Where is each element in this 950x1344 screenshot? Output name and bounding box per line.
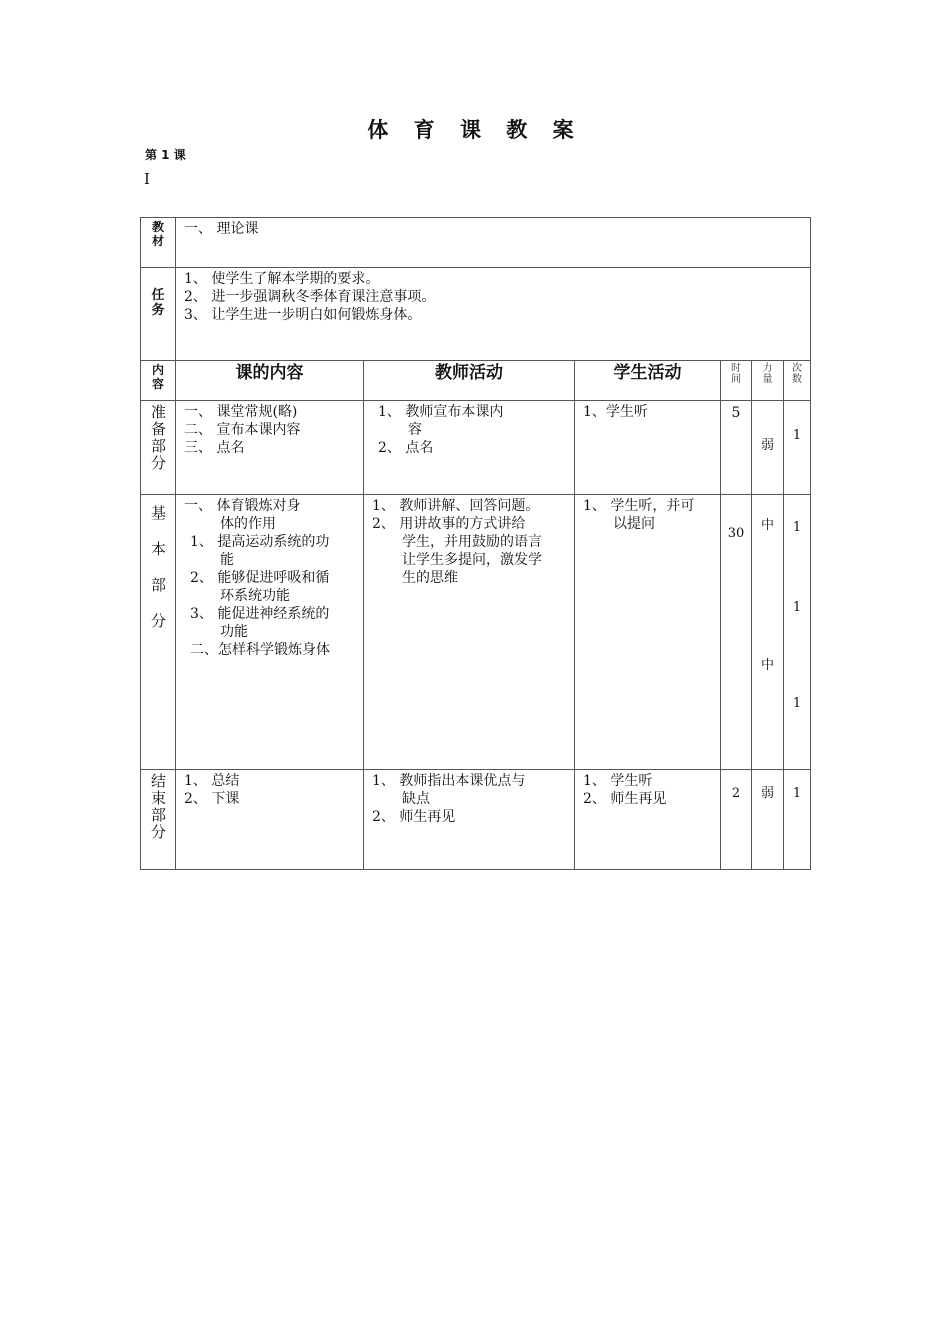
basic-content: 一、 体育锻炼对身 体的作用 1、 提高运动系统的功 能 2、 能够促进呼吸和循 环系统功能 3、 能促进神经系统的 功能 二、怎样科学锻炼身体 bbox=[176, 495, 364, 770]
basic-teacher: 1、 教师讲解、回答问题。 2、 用讲故事的方式讲给 学生，并用鼓励的语言 让学生多提问，激发学 生的思维 bbox=[364, 495, 575, 770]
header-time: 时间 bbox=[721, 361, 752, 401]
end-teacher: 1、 教师指出本课优点与 缺点 2、 师生再见 bbox=[364, 770, 575, 870]
prep-row bbox=[141, 401, 811, 495]
basic-count: 1 1 1 bbox=[784, 495, 811, 770]
basic-time: 30 bbox=[721, 495, 752, 770]
lesson-plan-table bbox=[140, 217, 811, 870]
end-intensity: 弱 bbox=[752, 770, 784, 870]
header-teacher: 教师活动 bbox=[364, 361, 575, 401]
prep-teacher: 1、 教师宣布本课内 容 2、 点名 bbox=[364, 401, 575, 495]
header-student: 学生活动 bbox=[575, 361, 721, 401]
end-student: 1、 学生听 2、 师生再见 bbox=[575, 770, 721, 870]
end-count: 1 bbox=[784, 770, 811, 870]
materials-text: 一、 理论课 bbox=[176, 218, 811, 268]
basic-intensity: 中 中 bbox=[752, 495, 784, 770]
tasks-list bbox=[176, 268, 811, 361]
basic-row bbox=[141, 495, 811, 770]
prep-intensity: 弱 bbox=[752, 401, 784, 495]
materials-label: 教材 bbox=[141, 218, 176, 268]
task-item: 3、 让学生进一步明白如何锻炼身体。 bbox=[184, 307, 422, 323]
text-cursor: I bbox=[144, 170, 150, 188]
basic-label: 基本部分 bbox=[141, 495, 176, 770]
header-count: 次数 bbox=[784, 361, 811, 401]
prep-content: 一、 课堂常规(略) 二、 宣布本课内容 三、 点名 bbox=[176, 401, 364, 495]
prep-label: 准备部分 bbox=[141, 401, 176, 495]
header-lesson-content: 课的内容 bbox=[176, 361, 364, 401]
basic-student: 1、 学生听，并可 以提问 bbox=[575, 495, 721, 770]
tasks-row bbox=[141, 268, 811, 361]
task-item: 2、 进一步强调秋冬季体育课注意事项。 bbox=[184, 289, 436, 305]
tasks-label: 任务 bbox=[141, 268, 176, 361]
prep-student: 1、学生听 bbox=[575, 401, 721, 495]
header-row bbox=[141, 361, 811, 401]
materials-row bbox=[141, 218, 811, 268]
prep-time: 5 bbox=[721, 401, 752, 495]
page-title: 体 育 课 教 案 bbox=[367, 118, 583, 142]
task-item: 1、 使学生了解本学期的要求。 bbox=[184, 271, 380, 287]
end-label: 结束部分 bbox=[141, 770, 176, 870]
content-label: 内容 bbox=[141, 361, 176, 401]
end-time: 2 bbox=[721, 770, 752, 870]
lesson-number: 第 1 课 bbox=[145, 148, 186, 162]
prep-count: 1 bbox=[784, 401, 811, 495]
end-row bbox=[141, 770, 811, 870]
header-intensity: 力量 bbox=[752, 361, 784, 401]
end-content: 1、 总结 2、 下课 bbox=[176, 770, 364, 870]
